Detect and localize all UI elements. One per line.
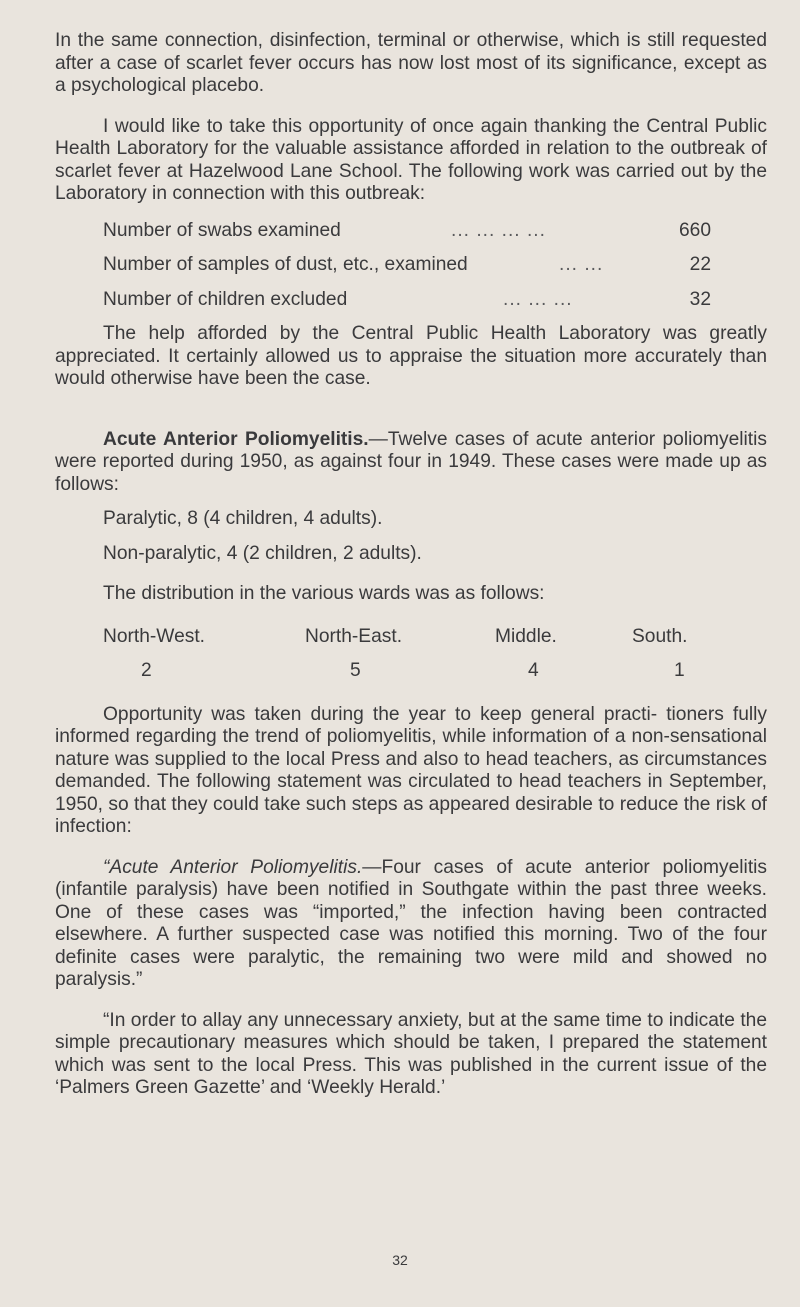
row-leader-dots: ... ... ... — [503, 288, 573, 310]
row-value: 32 — [689, 288, 711, 310]
paragraph-statement-quote — [55, 857, 767, 992]
ward-name: North-East. — [305, 625, 403, 647]
quote-text: —Four cases of acute anterior poliomyelitis (infantile paralysis) have been notified in Southgate within the past three weeks. One of these cases was “imported,” the infection having been contracted elsewhere. A further suspected case was notified this morning. Two of the four definite cases were paralytic, the remaining two were mild and showed no paralysis.” — [55, 856, 768, 990]
row-value: 22 — [689, 254, 711, 275]
ward-distribution-table — [103, 626, 711, 686]
section-text: —Twelve cases of acute anterior poliomyelitis were reported during 1950, as against four in 1949. These cases were made up as follows: — [55, 428, 767, 495]
paragraph-opportunity: Opportunity was taken during the year to keep general practi- tioners fully informed regarding the trend of poliomyelitis, while information of a non-sensational nature was supplied to the local Press and also to head teachers, as circumstances demanded. The following statement was circulated to head teachers in September, 1950, so that they could take such steps as appeared desirable to reduce the risk of infection: — [55, 703, 767, 837]
row-leader-dots: ... ... — [559, 254, 604, 275]
table-row — [103, 254, 711, 277]
section-heading: Acute Anterior Poliomyelitis. — [103, 428, 369, 450]
paragraph-press-statement: “In order to allay any unnecessary anxiety, but at the same time to indicate the simple precautionary measures which should be taken, I prepared the statement which was sent to the local Press. This was published in the current issue of the ‘Palmers Green Gazette’ and ‘Weekly Herald.’ — [55, 1009, 767, 1098]
ward-count: 5 — [350, 659, 361, 681]
ward-name: South. — [632, 625, 688, 647]
table-row — [103, 220, 711, 243]
row-label: Number of children excluded — [103, 288, 348, 310]
row-value: 660 — [678, 219, 711, 241]
ward-count: 2 — [141, 659, 152, 681]
laboratory-work-table — [103, 220, 711, 312]
ward-count: 1 — [674, 659, 685, 681]
document-page — [55, 30, 767, 1100]
ward-count: 4 — [528, 659, 539, 681]
paragraph-laboratory-thanks: I would like to take this opportunity of once again thanking the Central Public Health Laboratory for the valuable assistance afforded in relation to the outbreak of scarlet fever at Hazelwood Lane School. The following work was carried out by the Laboratory in connection with this outbreak: — [55, 115, 767, 204]
quote-title: “Acute Anterior Poliomyelitis. — [103, 856, 363, 878]
table-row — [103, 289, 711, 312]
distribution-intro: The distribution in the various wards was as follows: — [103, 583, 545, 604]
paragraph-disinfection: In the same connection, disinfection, terminal or otherwise, which is still requested after a case of scarlet fever occurs has now lost most of its significance, except as a psychological placebo. — [55, 30, 767, 96]
paragraph-help-appreciated: The help afforded by the Central Public Health Laboratory was greatly appreciated. It certainly allowed us to appraise the situation more accurately than would otherwise have been the case. — [55, 323, 767, 389]
non-paralytic-line: Non-paralytic, 4 (2 children, 2 adults). — [103, 542, 422, 564]
row-label: Number of swabs examined — [103, 219, 341, 241]
ward-name: North-West. — [103, 625, 205, 647]
row-label: Number of samples of dust, etc., examined — [103, 254, 468, 275]
page-number: 32 — [392, 1252, 408, 1268]
paragraph-poliomyelitis — [55, 429, 767, 497]
ward-name: Middle. — [495, 625, 557, 647]
row-leader-dots: ... ... ... ... — [451, 219, 546, 241]
paralytic-line: Paralytic, 8 (4 children, 4 adults). — [103, 508, 383, 529]
